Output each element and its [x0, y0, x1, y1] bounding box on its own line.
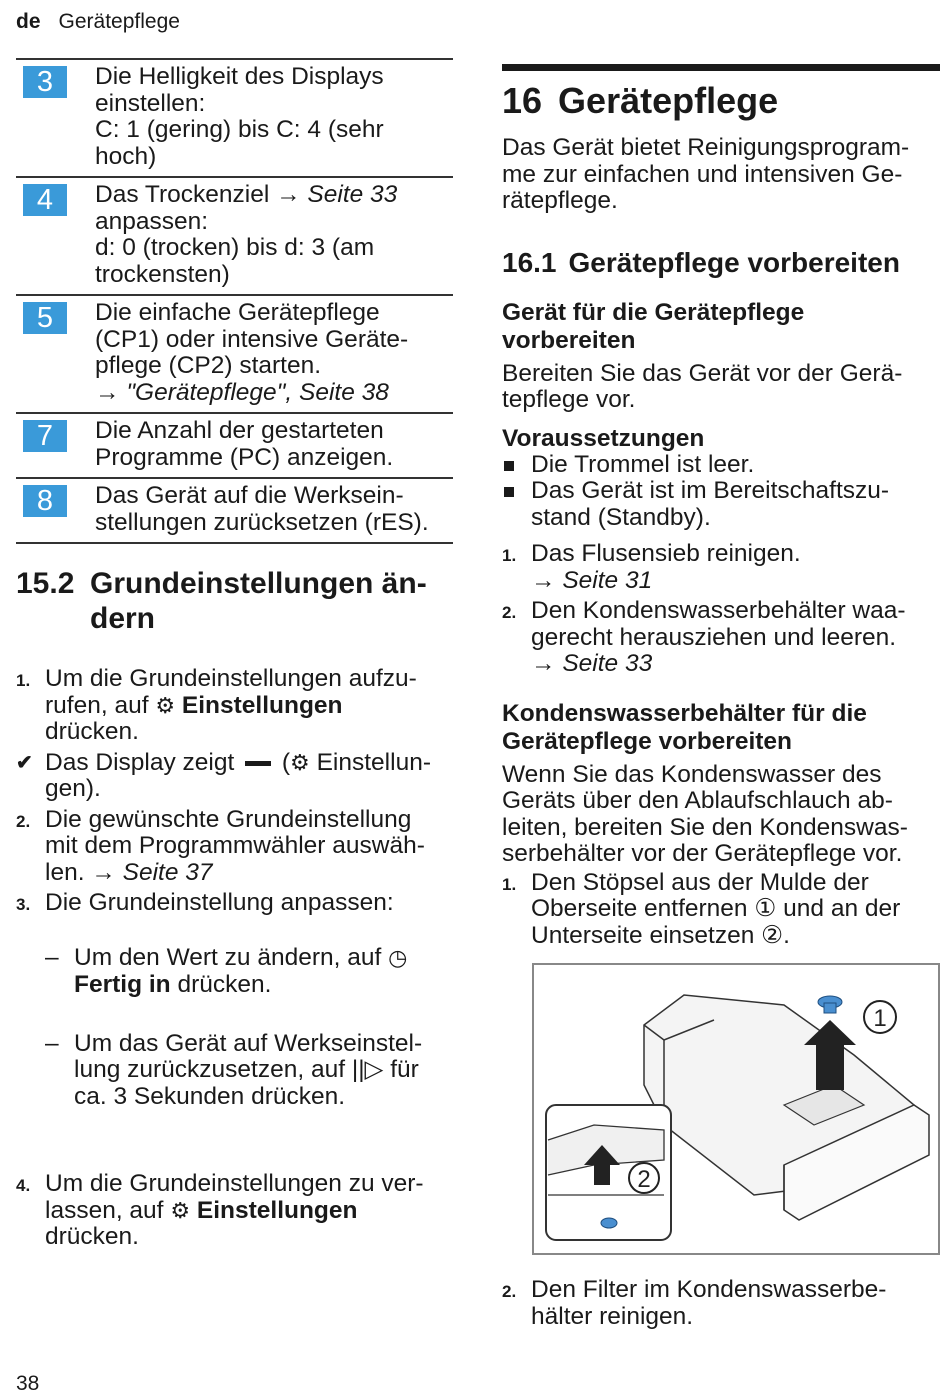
illustration-condenser — [532, 963, 940, 1255]
prerequisites-heading: Voraussetzungen — [502, 424, 705, 452]
page-reference-link[interactable]: Seite 33 — [562, 650, 653, 677]
list-item: 2. Die gewünschte Grundeinstellung mit dem Programmwähler auswäh- len. → Seite 37 — [16, 805, 425, 886]
table-row — [16, 477, 453, 544]
start-pause-icon: ||▷ — [351, 1056, 384, 1083]
setting-badge: 7 — [23, 420, 67, 452]
settings-gear-icon: ⚙ — [155, 692, 176, 718]
subheading: Kondenswasserbehälter für die Gerätepflege vorbereiten — [502, 699, 867, 755]
timer-icon: ◷ — [388, 945, 408, 970]
page-number: 38 — [16, 1372, 40, 1395]
page-reference-link[interactable]: Seite 37 — [122, 858, 213, 886]
chapter-title: 16 Gerätepflege — [502, 80, 779, 121]
section-heading: 16.1 Gerätepflege vorbereiten — [502, 246, 900, 278]
header-title: Gerätepflege — [58, 10, 180, 33]
language-code: de — [16, 10, 41, 33]
list-item: 1. Den Stöpsel aus der Mulde der Oberseite entfernen ① und an der Unterseite einsetzen ②. — [502, 868, 901, 949]
subheading: Gerät für die Gerätepflege vorbereiten — [502, 298, 805, 354]
figure-label-1: 1 — [873, 1005, 887, 1032]
list-item: 2. Den Kondenswasserbehälter waa- gerecht herausziehen und leeren. → Seite 33 — [502, 597, 906, 677]
setting-text: Das Gerät auf die Werksein- stellungen zurücksetzen (rES). — [95, 482, 429, 536]
settings-gear-icon: ⚙ — [170, 1197, 191, 1223]
paragraph: Bereiten Sie das Gerät vor der Gerä- tepflege vor. — [502, 359, 903, 413]
left-column — [16, 58, 453, 1255]
setting-badge: 4 — [23, 184, 67, 216]
list-item: 2. Den Filter im Kondenswasserbe- hälter reinigen. — [502, 1276, 887, 1330]
steps-list — [16, 666, 453, 1251]
table-row — [16, 176, 453, 294]
intro-text: Das Gerät bietet Reinigungsprogram- me zur einfachen und intensiven Ge- rätepflege. — [502, 134, 910, 214]
bullet-icon — [504, 487, 514, 497]
setting-text: Die einfache Gerätepflege (CP1) oder intensive Geräte- pflege (CP2) starten. → "Gerätepflege", Seite 38 — [95, 299, 409, 406]
list-item: Das Gerät ist im Bereitschaftszu- stand (Standby). — [502, 478, 940, 531]
list-item: 4. Um die Grundeinstellungen zu ver- lassen, auf ⚙ Einstellungen drücken. — [16, 1170, 424, 1250]
section-heading: 15.2 Grundeinstellungen än- dern — [16, 567, 427, 635]
steps-list — [502, 541, 940, 678]
setting-badge: 5 — [23, 302, 67, 334]
list-item: Die Trommel ist leer. — [502, 452, 940, 479]
bullet-icon — [504, 461, 514, 471]
steps-list — [502, 870, 940, 950]
table-row — [16, 58, 453, 176]
list-item: ✔ Das Display zeigt (⚙ Einstellun- gen). — [16, 748, 431, 802]
condenser-container-drawing — [534, 965, 938, 1253]
list-item: – Um das Gerät auf Werkseinstel- lung zurückzusetzen, auf ||▷ für ca. 3 Sekunden drücken. — [45, 1029, 423, 1110]
page-reference-link[interactable]: "Gerätepflege", Seite 38 — [126, 378, 389, 406]
figure-label-2: 2 — [637, 1166, 651, 1193]
setting-badge: 3 — [23, 66, 67, 98]
sub-list — [45, 917, 453, 1141]
table-row — [16, 294, 453, 412]
prerequisites-list — [502, 452, 940, 532]
setting-text: Die Anzahl der gestarteten Programme (PC) anzeigen. — [95, 417, 394, 471]
right-column — [502, 64, 940, 1334]
steps-list — [502, 1277, 940, 1330]
page-header — [16, 10, 180, 34]
list-item: 1. Das Flusensieb reinigen. → Seite 31 — [502, 540, 801, 594]
check-icon: ✔ — [16, 751, 33, 774]
settings-gear-icon: ⚙ — [290, 749, 310, 775]
list-item: 1. Um die Grundeinstellungen aufzu- rufen, auf ⚙ Einstellungen drücken. — [16, 665, 417, 745]
list-item: 3. Die Grundeinstellung anpassen: – Um den Wert zu ändern, auf ◷ Fertig in drücken. – Um das Gerät auf Werkseinstel- lung zurückzusetzen, auf ||▷ für ca. 3 Sekunden drücken. — [16, 890, 453, 1167]
table-row — [16, 412, 453, 477]
settings-table — [16, 58, 453, 544]
setting-text: Das Trockenziel → Seite 33 anpassen: d: 0 (trocken) bis d: 3 (am trockensten) — [95, 181, 398, 288]
page-reference-link[interactable]: Seite 33 — [307, 181, 398, 208]
list-item: – Um den Wert zu ändern, auf ◷ Fertig in drücken. — [45, 944, 408, 998]
display-bar-icon — [245, 761, 271, 766]
paragraph: Wenn Sie das Kondenswasser des Geräts über den Ablaufschlauch ab- leiten, bereiten Sie den Kondenswas- serbehälter vor der Gerätepflege vor. — [502, 760, 908, 867]
page-reference-link[interactable]: Seite 31 — [562, 566, 653, 594]
setting-badge: 8 — [23, 485, 67, 517]
setting-text: Die Helligkeit des Displays einstellen: C: 1 (gering) bis C: 4 (sehr hoch) — [95, 63, 384, 170]
section-rule — [502, 64, 940, 71]
